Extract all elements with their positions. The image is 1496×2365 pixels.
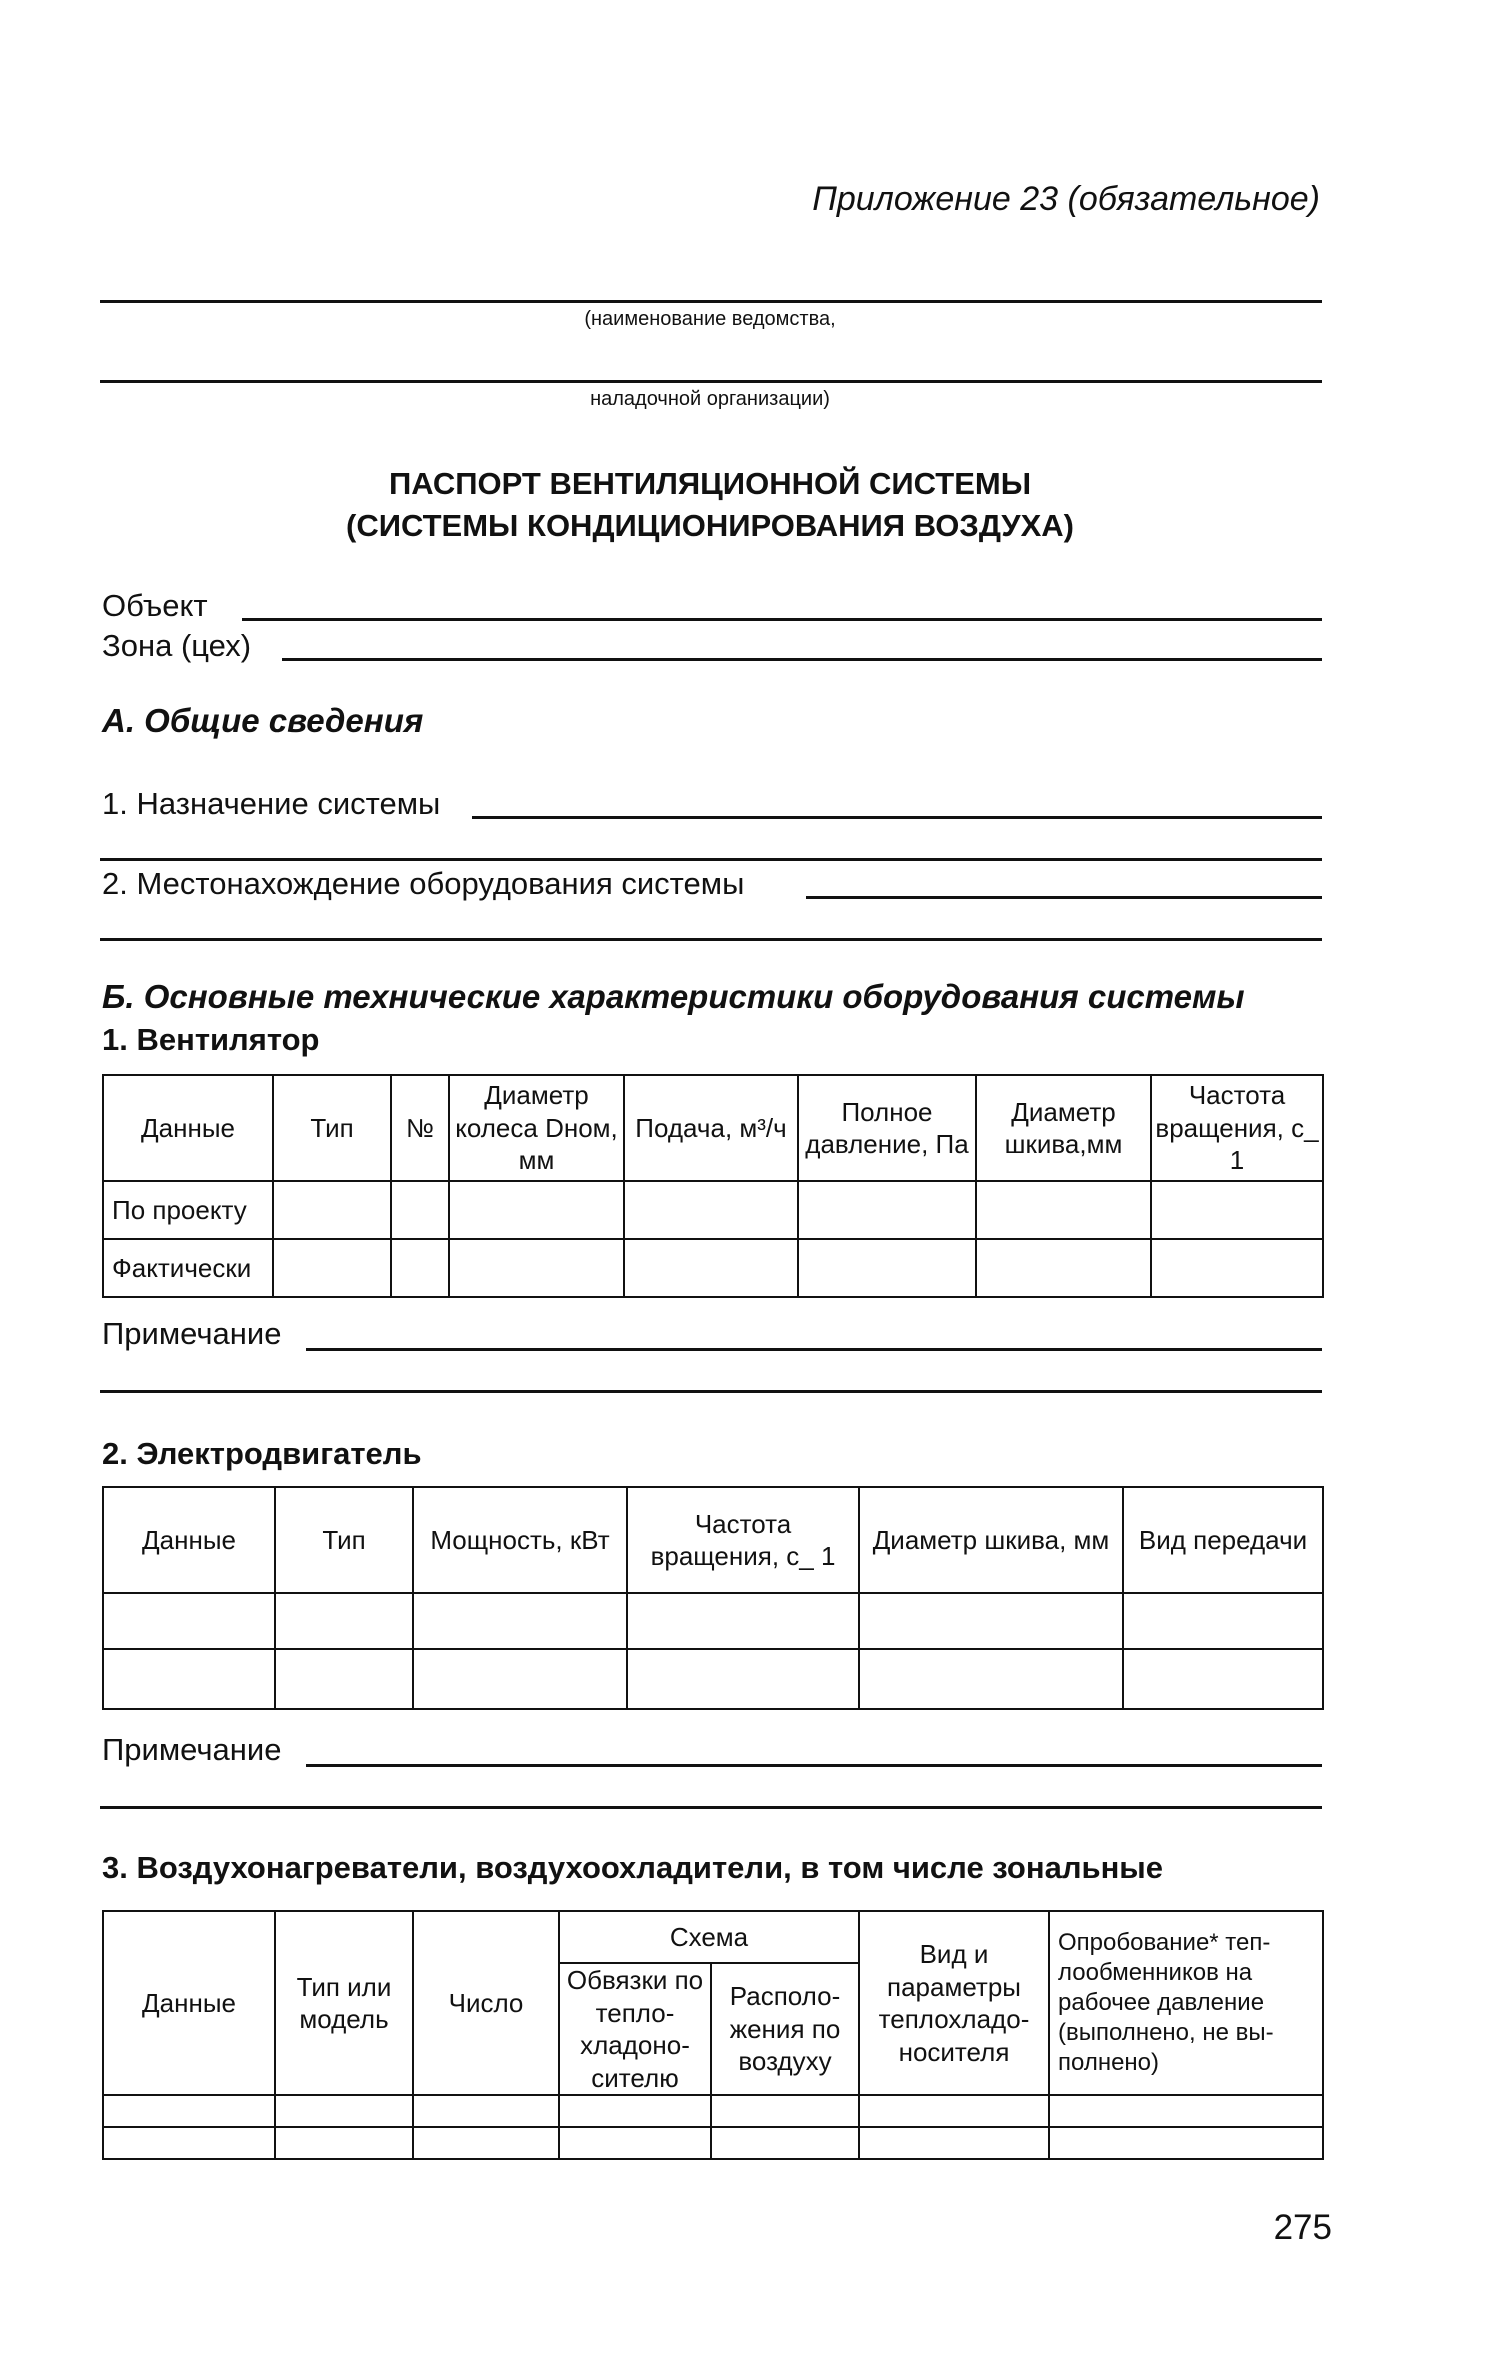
table-cell[interactable] (559, 2127, 711, 2159)
motor-note-label: Примечание (102, 1732, 282, 1767)
purpose-input-line-2[interactable] (100, 858, 1322, 861)
table-cell[interactable] (627, 1649, 859, 1709)
table-cell[interactable] (976, 1181, 1151, 1239)
org-line-2 (100, 380, 1322, 383)
motor-header-power: Мощность, кВт (413, 1487, 627, 1593)
motor-note-input-line-2[interactable] (100, 1806, 1322, 1809)
zone-label: Зона (цех) (102, 628, 252, 663)
table-cell[interactable] (275, 1649, 413, 1709)
heaters-header-scheme: Схема (559, 1911, 859, 1963)
fan-note-input-line[interactable] (306, 1348, 1322, 1351)
equipment-location-input-line[interactable] (806, 896, 1322, 899)
heaters-header-binding: Обвязки по тепло-хладоно-сителю (559, 1963, 711, 2095)
heaters-header-pressure-test: Опробование* теп-лообменников на рабочее давление (выполнено, не вы-полнено) (1049, 1911, 1323, 2095)
table-cell[interactable] (391, 1239, 449, 1297)
table-cell[interactable] (391, 1181, 449, 1239)
fan-note-label: Примечание (102, 1316, 282, 1351)
fan-header-wheel-diameter: Диаметр колеса Dном, мм (449, 1075, 624, 1181)
table-cell[interactable] (275, 2127, 413, 2159)
table-cell[interactable] (449, 1239, 624, 1297)
heaters-header-count: Число (413, 1911, 559, 2095)
section-b-title: Б. Основные технические характеристики оборудования системы (102, 978, 1245, 1015)
table-cell[interactable] (1151, 1239, 1323, 1297)
fan-note-input-line-2[interactable] (100, 1390, 1322, 1393)
table-cell[interactable] (103, 1593, 275, 1649)
table-cell[interactable] (413, 2127, 559, 2159)
table-cell[interactable] (103, 2127, 275, 2159)
heaters-header-type: Тип или модель (275, 1911, 413, 2095)
table-cell[interactable] (859, 2127, 1049, 2159)
document-title-line-1: ПАСПОРТ ВЕНТИЛЯЦИОННОЙ СИСТЕМЫ (388, 466, 1032, 501)
org-caption-1: (наименование ведомства, (584, 308, 836, 330)
table-cell[interactable] (413, 2095, 559, 2127)
fan-header-pressure: Полное давление, Па (798, 1075, 976, 1181)
table-cell[interactable] (1049, 2127, 1323, 2159)
heaters-header-data: Данные (103, 1911, 275, 2095)
appendix-label: Приложение 23 (обязательное) (812, 180, 1320, 218)
fan-header-flow: Подача, м³/ч (624, 1075, 798, 1181)
table-cell[interactable] (449, 1181, 624, 1239)
motor-table (102, 1486, 1324, 1710)
table-cell[interactable] (1123, 1593, 1323, 1649)
fan-header-type: Тип (273, 1075, 391, 1181)
table-cell[interactable] (711, 2095, 859, 2127)
table-cell[interactable] (1123, 1649, 1323, 1709)
fan-header-number: № (391, 1075, 449, 1181)
motor-header-pulley-diameter: Диаметр шкива, мм (859, 1487, 1123, 1593)
table-cell[interactable] (624, 1239, 798, 1297)
section-a-title: А. Общие сведения (102, 702, 424, 739)
page-number: 275 (1273, 2208, 1332, 2247)
table-cell[interactable] (976, 1239, 1151, 1297)
table-cell[interactable] (859, 2095, 1049, 2127)
org-line-1 (100, 300, 1322, 303)
fan-table (102, 1074, 1324, 1298)
object-label: Объект (102, 588, 208, 623)
table-cell[interactable] (798, 1239, 976, 1297)
fan-header-pulley-diameter: Диаметр шкива,мм (976, 1075, 1151, 1181)
heaters-title: 3. Воздухонагреватели, воздухоохладители, в том числе зональные (102, 1850, 1164, 1885)
table-cell[interactable] (275, 2095, 413, 2127)
table-cell[interactable] (273, 1181, 391, 1239)
table-cell[interactable] (624, 1181, 798, 1239)
heaters-table (102, 1910, 1324, 2160)
equipment-location-input-line-2[interactable] (100, 938, 1322, 941)
document-title-line-2: (СИСТЕМЫ КОНДИЦИОНИРОВАНИЯ ВОЗДУХА) (346, 508, 1074, 543)
table-cell[interactable] (859, 1649, 1123, 1709)
heaters-header-air-location: Располо-жения по воздуху (711, 1963, 859, 2095)
purpose-label: 1. Назначение системы (102, 786, 441, 821)
table-cell[interactable] (859, 1593, 1123, 1649)
org-caption-2: наладочной организации) (590, 388, 830, 410)
table-cell[interactable] (559, 2095, 711, 2127)
motor-title: 2. Электродвигатель (102, 1436, 422, 1471)
motor-header-rotation: Частота вращения, с_ 1 (627, 1487, 859, 1593)
purpose-input-line[interactable] (472, 816, 1322, 819)
table-cell[interactable] (273, 1239, 391, 1297)
motor-header-data: Данные (103, 1487, 275, 1593)
heaters-header-carrier-params: Вид и параметры теплохладо-носителя (859, 1911, 1049, 2095)
object-input-line[interactable] (242, 618, 1322, 621)
fan-title: 1. Вентилятор (102, 1022, 320, 1057)
motor-header-type: Тип (275, 1487, 413, 1593)
table-cell[interactable] (413, 1649, 627, 1709)
fan-row-actual-label: Фактически (103, 1239, 273, 1297)
motor-note-input-line[interactable] (306, 1764, 1322, 1767)
table-cell[interactable] (711, 2127, 859, 2159)
motor-header-transmission: Вид передачи (1123, 1487, 1323, 1593)
fan-header-rotation: Частота вращения, с_ 1 (1151, 1075, 1323, 1181)
table-cell[interactable] (103, 2095, 275, 2127)
fan-header-data: Данные (103, 1075, 273, 1181)
table-cell[interactable] (103, 1649, 275, 1709)
fan-row-design-label: По проекту (103, 1181, 273, 1239)
table-cell[interactable] (1151, 1181, 1323, 1239)
table-cell[interactable] (627, 1593, 859, 1649)
table-cell[interactable] (798, 1181, 976, 1239)
table-cell[interactable] (413, 1593, 627, 1649)
equipment-location-label: 2. Местонахождение оборудования системы (102, 866, 745, 901)
table-cell[interactable] (1049, 2095, 1323, 2127)
table-cell[interactable] (275, 1593, 413, 1649)
zone-input-line[interactable] (282, 658, 1322, 661)
